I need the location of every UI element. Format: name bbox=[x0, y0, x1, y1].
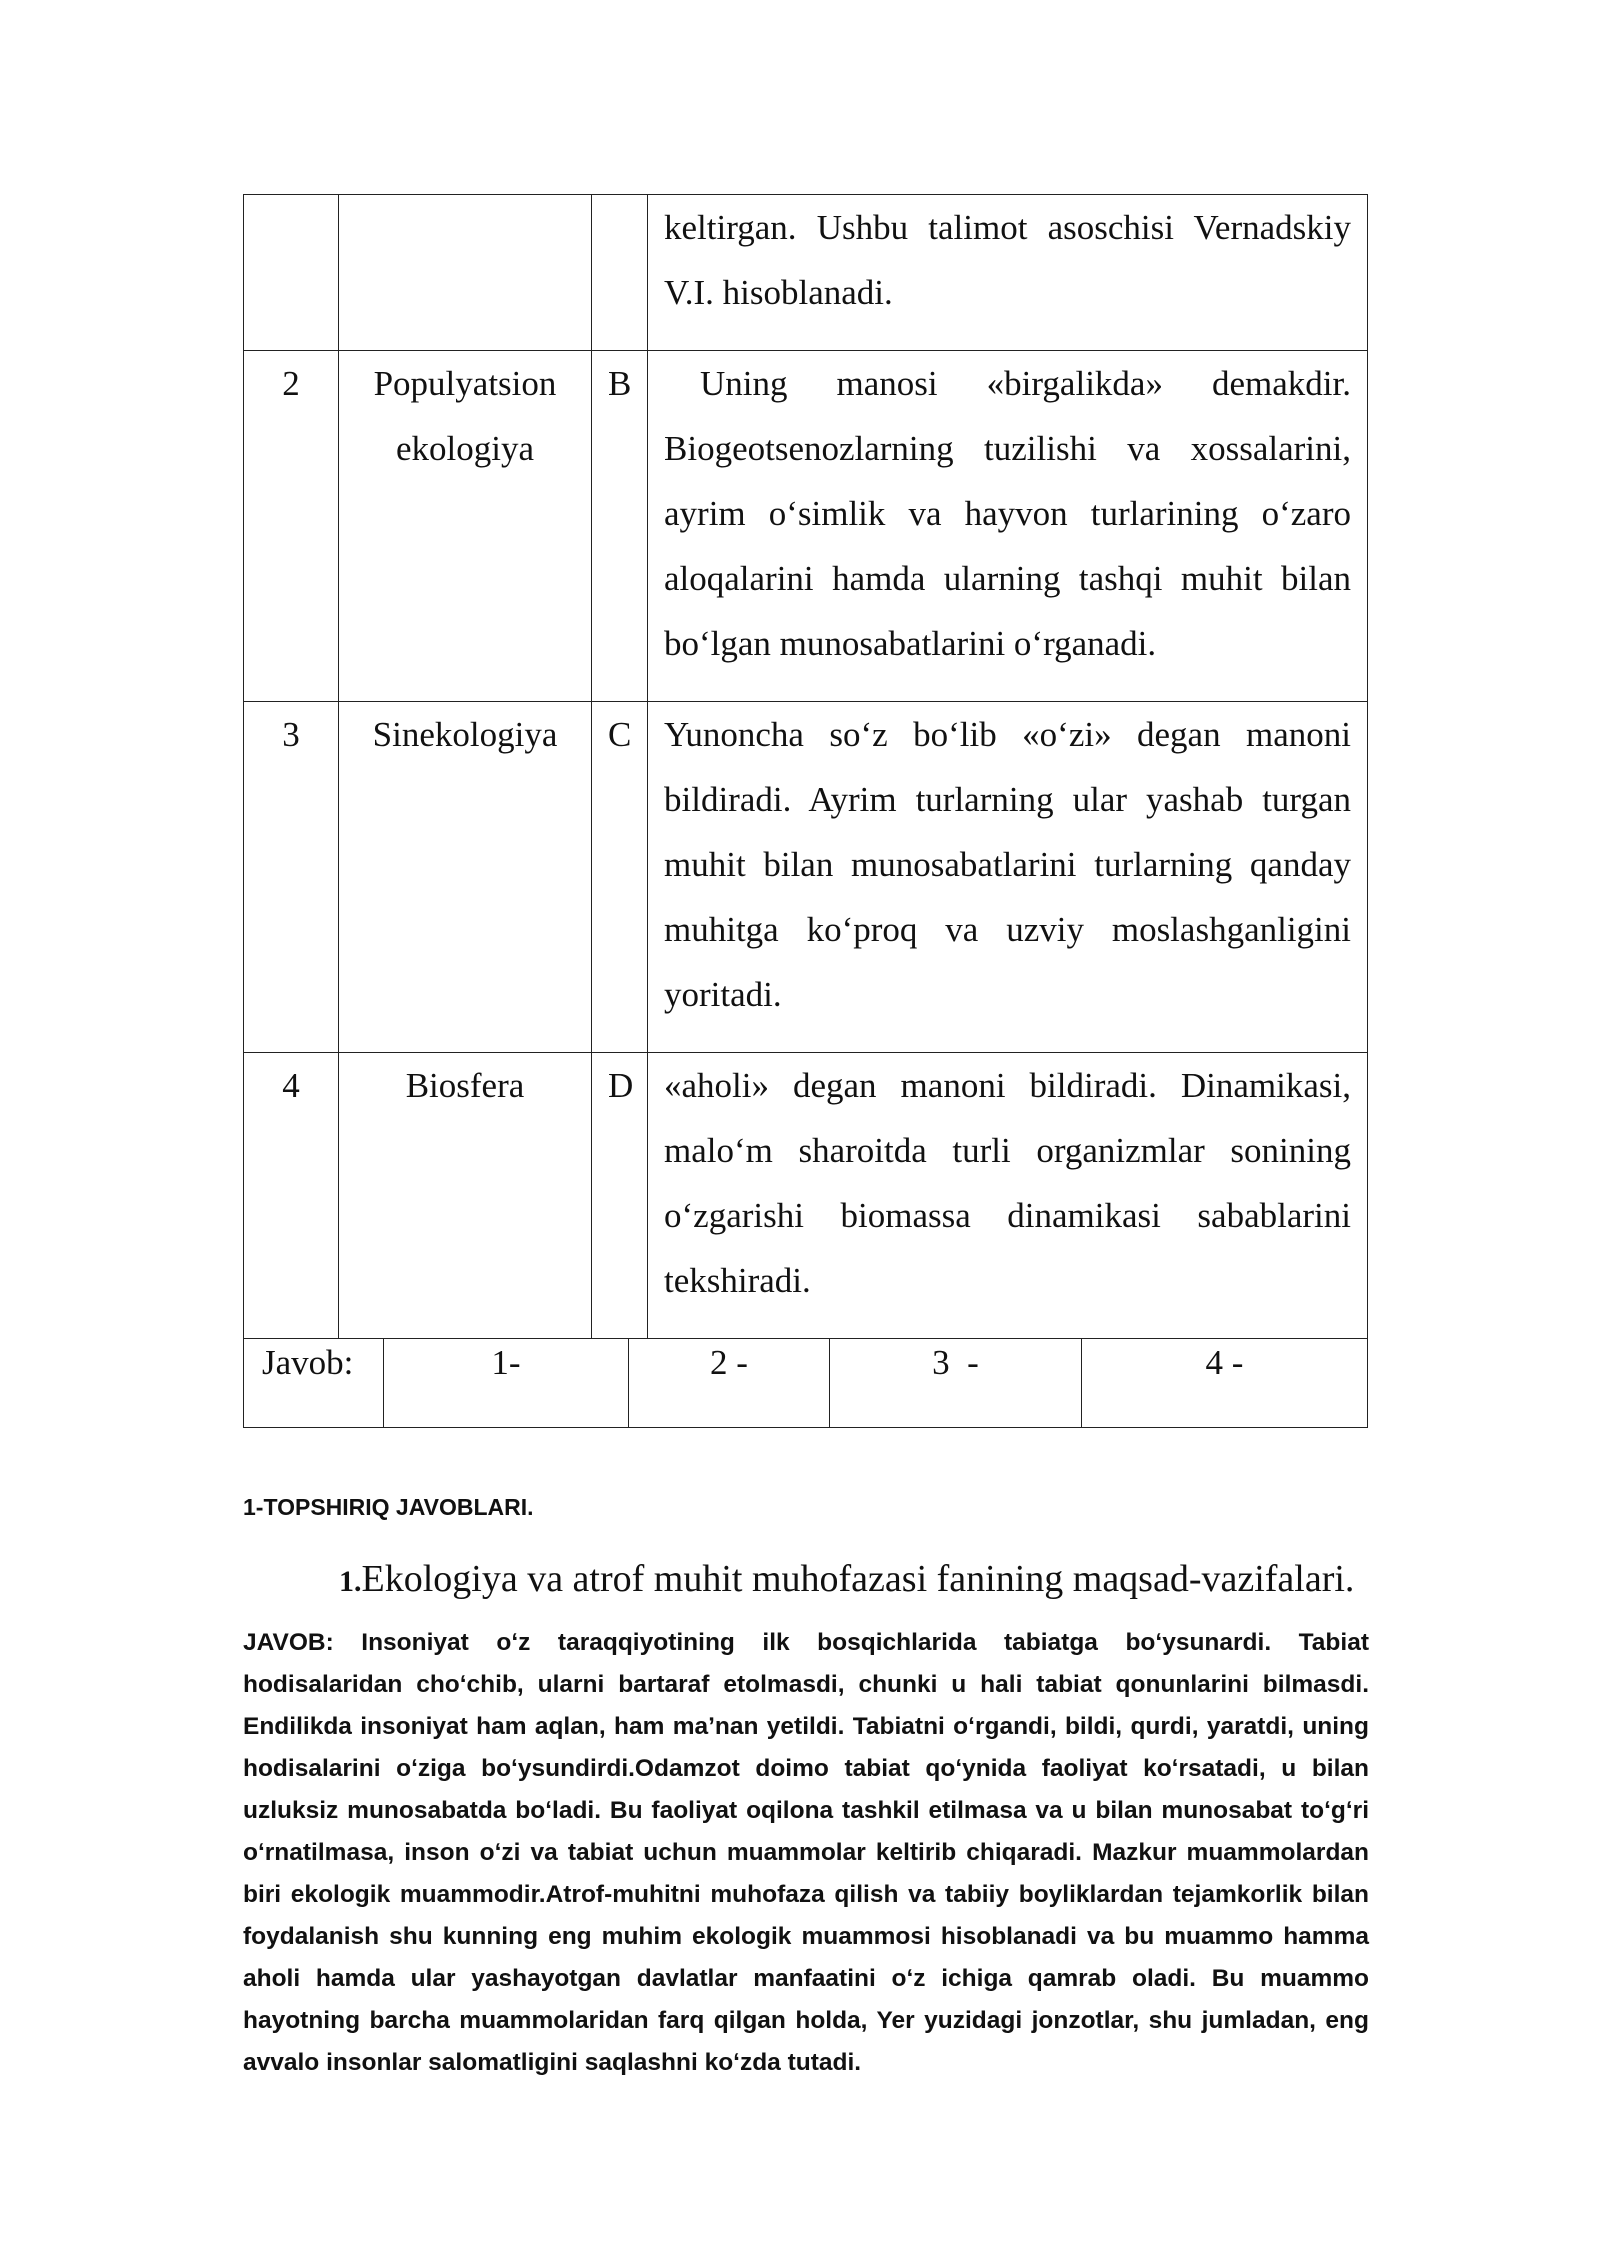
row-number: 2 bbox=[244, 351, 339, 702]
term-cell: Biosfera bbox=[339, 1053, 592, 1339]
term-cell bbox=[339, 195, 592, 351]
row-number: 4 bbox=[244, 1053, 339, 1339]
question-heading bbox=[339, 1557, 1354, 1601]
section-title: 1-TOPSHIRIQ JAVOBLARI. bbox=[243, 1494, 534, 1520]
answer-cell-1[interactable]: 1- bbox=[384, 1338, 629, 1427]
answer-row bbox=[244, 1338, 1368, 1427]
table-row bbox=[244, 195, 1368, 351]
term-cell: Sinekologiya bbox=[339, 702, 592, 1053]
letter-cell: C bbox=[592, 702, 648, 1053]
matching-table-section bbox=[243, 194, 1367, 1428]
answer-cell-3[interactable]: 3 - bbox=[830, 1338, 1082, 1427]
answer-cell-4[interactable]: 4 - bbox=[1082, 1338, 1368, 1427]
definition-cell: Yunoncha soʻz boʻlib «oʻzi» degan manoni bildiradi. Ayrim turlarning ular yashab turgan muhit bilan munosabatlarini turlarning qanday muhitga koʻproq va uzviy moslashganligini yoritadi. bbox=[648, 702, 1368, 1053]
term-cell: Populyatsion ekologiya bbox=[339, 351, 592, 702]
question-text: Ekologiya va atrof muhit muhofazasi fanining maqsad-vazifalari. bbox=[361, 1558, 1355, 1600]
answer-label: Javob: bbox=[244, 1338, 384, 1427]
definition-cell: Uning manosi «birgalikda» demakdir. Biogeotsenozlarning tuzilishi va xossalarini, ayrim oʻsimlik va hayvon turlarining oʻzaro aloqalarini hamda ularning tashqi muhit bilan boʻlgan munosabatlarini oʻrganadi. bbox=[648, 351, 1368, 702]
letter-cell: D bbox=[592, 1053, 648, 1339]
row-number: 3 bbox=[244, 702, 339, 1053]
definition-cell: «aholi» degan manoni bildiradi. Dinamikasi, maloʻm sharoitda turli organizmlar sonining oʻzgarishi biomassa dinamikasi sabablarini tekshiradi. bbox=[648, 1053, 1368, 1339]
answer-cell-2[interactable]: 2 - bbox=[629, 1338, 830, 1427]
matching-table bbox=[243, 194, 1368, 1339]
table-row bbox=[244, 702, 1368, 1053]
definition-cell: keltirgan. Ushbu talimot asoschisi Vernadskiy V.I. hisoblanadi. bbox=[648, 195, 1368, 351]
answer-paragraph: JAVOB: Insoniyat oʻz taraqqiyotining ilk bosqichlarida tabiatga boʻysunardi. Tabiat hodisalaridan choʻchib, ularni bartaraf etolmasdi, chunki u hali tabiat qonunlarini bilmasdi. Endilikda insoniyat ham aqlan, ham maʼnan yetildi. Tabiatni oʻrgandi, bildi, qurdi, yaratdi, uning hodisalarini oʻziga boʻysundirdi.Odamzot doimo tabiat qoʻynida faoliyat koʻrsatadi, u bilan uzluksiz munosabatda boʻladi. Bu faoliyat oqilona tashkil etilmasa va u bilan munosabat toʻgʻri oʻrnatilmasa, inson oʻzi va tabiat uchun muammolar keltirib chiqaradi. Mazkur muammolardan biri ekologik muammodir.Atrof-muhitni muhofaza qilish va tabiiy boyliklardan tejamkorlik bilan foydalanish shu kunning eng muhim ekologik muammosi hisoblanadi va bu muammo hamma aholi hamda ular yashayotgan davlatlar manfaatini oʻz ichiga qamrab oladi. Bu muammo hayotning barcha muammolaridan farq qilgan holda, Yer yuzidagi jonzotlar, shu jumladan, eng avvalo insonlar salomatligini saqlashni koʻzda tutadi. bbox=[243, 1629, 1369, 2076]
letter-cell: B bbox=[592, 351, 648, 702]
question-number: 1. bbox=[339, 1565, 362, 1598]
row-number bbox=[244, 195, 339, 351]
table-row bbox=[244, 351, 1368, 702]
answer-table bbox=[243, 1338, 1368, 1428]
table-row bbox=[244, 1053, 1368, 1339]
letter-cell bbox=[592, 195, 648, 351]
